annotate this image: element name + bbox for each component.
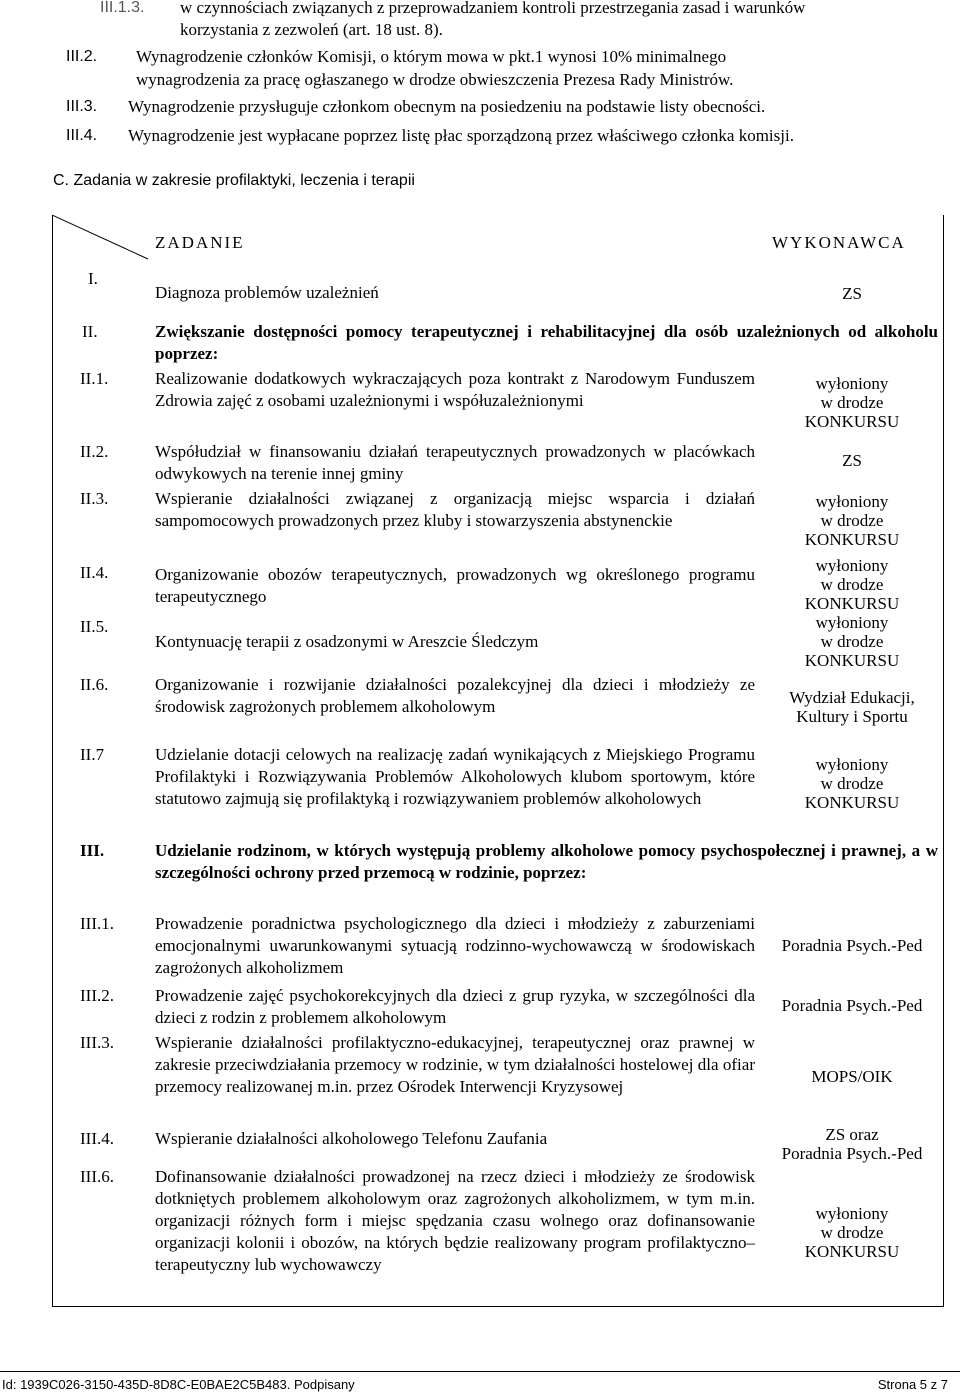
intro-num-3: III.3. <box>66 98 98 115</box>
header-diagonal-line <box>52 215 152 265</box>
intro-text-4: Wynagrodzenie jest wypłacane poprzez listę płac sporządzoną przez właściwego członka komisji. <box>128 126 794 145</box>
row-executor: wyłoniony w drodze KONKURSU <box>804 613 900 670</box>
row-executor: Wydział Edukacji, Kultury i Sportu <box>789 688 915 726</box>
footer-id: Id: 1939C026-3150-435D-8D8C-E0BAE2C5B483. Podpisany <box>2 1377 355 1392</box>
footer-rule <box>0 1371 960 1372</box>
row-text: Realizowanie dodatkowych wykraczających poza kontrakt z Narodowym Funduszem Zdrowia zajęć z osobami uzależnionymi i współuzależnionymi <box>155 369 755 410</box>
row-executor: wyłoniony w drodze KONKURSU <box>804 755 900 812</box>
row-text: Kontynuację terapii z osadzonymi w Areszcie Śledczym <box>155 632 539 651</box>
row-text: Współudział w finansowaniu działań terapeutycznych prowadzonych w placówkach odwykowych na terenie innej gminy <box>155 442 755 483</box>
row-num: II.1. <box>80 369 109 388</box>
footer-page: Strona 5 z 7 <box>877 1377 948 1392</box>
row-executor: ZS oraz Poradnia Psych.-Ped <box>781 1125 923 1163</box>
row-text: Wspieranie działalności alkoholowego Telefonu Zaufania <box>155 1129 548 1148</box>
row-text: Udzielanie dotacji celowych na realizację zadań wynikających z Miejskiego Programu Profilaktyki i Rozwiązywania Problemów Alkoholowych klubom sportowym, które statutowo zajmują się profilaktyką i rozwiązywaniem problemów alkoholowych <box>155 745 755 808</box>
intro-num-4: III.4. <box>66 127 98 144</box>
row-executor: wyłoniony w drodze KONKURSU <box>804 492 900 549</box>
intro-text-2: Wynagrodzenie członków Komisji, o którym mowa w pkt.1 wynosi 10% minimalnego <box>136 47 727 66</box>
row-executor: wyłoniony w drodze KONKURSU <box>804 556 900 613</box>
intro-num-2: III.2. <box>66 48 98 65</box>
row-text: Dofinansowanie działalności prowadzonej na rzecz dzieci i młodzieży ze środowisk dotkniętych problemem alkoholowym oraz zagrożonych alkoholizmem, w tym m.in. organizacji różnych form i miejsc spędzania czasu wolnego oraz dofinansowanie organizacji kolonii i obozów, na których będzie realizowany program profilaktyczno–terapeutyczny lub wychowawczy <box>155 1167 755 1274</box>
row-executor: wyłoniony w drodze KONKURSU <box>804 1204 900 1261</box>
intro-text-3: Wynagrodzenie przysługuje członkom obecnym na posiedzeniu na podstawie listy obecności. <box>128 97 766 116</box>
row-num: III.4. <box>80 1129 114 1148</box>
intro-text-1: w czynnościach związanych z przeprowadzaniem kontroli przestrzegania zasad i warunków <box>180 0 806 17</box>
section-title: C. Zadania w zakresie profilaktyki, leczenia i terapii <box>53 172 415 189</box>
row-num: II.3. <box>80 489 109 508</box>
row-num: II.5. <box>80 617 109 636</box>
row-num: III.3. <box>80 1033 114 1052</box>
row-text: Udzielanie rodzinom, w których występują problemy alkoholowe pomocy psychospołecznej i prawnej, a w szczególności ochrony przed przemocą w rodzinie, poprzez: <box>155 841 938 882</box>
row-num: III.2. <box>80 986 114 1005</box>
row-num: III. <box>80 841 105 860</box>
row-text: Prowadzenie poradnictwa psychologicznego dla dzieci i młodzieży z zaburzeniami emocjonalnymi uwarunkowanymi sytuacją rodzinno-wychowawczą w środowiskach zagrożonych alkoholizmem <box>155 914 755 977</box>
row-text: Organizowanie i rozwijanie działalności pozalekcyjnej dla dzieci i młodzieży ze środowisk zagrożonych problemem alkoholowym <box>155 675 755 716</box>
row-text: Wspieranie działalności związanej z organizacją miejsc wsparcia i działań sampomocowych prowadzonych przez kluby i stowarzyszenia abstynenckie <box>155 489 755 530</box>
row-num: II.6. <box>80 675 109 694</box>
row-text: Prowadzenie zajęć psychokorekcyjnych dla dzieci z grup ryzyka, w szczególności dla dzieci z rodzin z problemem alkoholowym <box>155 986 755 1027</box>
intro-text-1b: korzystania z zezwoleń (art. 18 ust. 8). <box>180 20 443 39</box>
row-text: Zwiększanie dostępności pomocy terapeutycznej i rehabilitacyjnej dla osób uzależnionych od alkoholu poprzez: <box>155 322 938 363</box>
row-num: II. <box>82 322 98 341</box>
row-text: Organizowanie obozów terapeutycznych, prowadzonych wg określonego programu terapeutycznego <box>155 565 755 606</box>
header-executor: WYKONAWCA <box>772 233 906 252</box>
header-task: ZADANIE <box>155 233 245 252</box>
row-executor: MOPS/OIK <box>811 1067 893 1086</box>
row-num: II.4. <box>80 563 109 582</box>
row-executor: Poradnia Psych.-Ped <box>781 936 923 955</box>
row-num: II.2. <box>80 442 109 461</box>
intro-num-1: III.1.3. <box>100 0 145 16</box>
row-executor: ZS <box>842 451 862 470</box>
row-executor: Poradnia Psych.-Ped <box>781 996 923 1015</box>
row-text: Diagnoza problemów uzależnień <box>155 283 379 302</box>
row-executor: wyłoniony w drodze KONKURSU <box>804 374 900 431</box>
row-num: II.7 <box>80 745 105 764</box>
row-num: III.6. <box>80 1167 114 1186</box>
intro-text-2b: wynagrodzenia za pracę ogłaszanego w drodze obwieszczenia Prezesa Rady Ministrów. <box>136 70 734 89</box>
row-num: I. <box>88 269 98 288</box>
row-executor: ZS <box>842 284 862 303</box>
row-text: Wspieranie działalności profilaktyczno-edukacyjnej, terapeutycznej oraz prawnej w zakresie przeciwdziałania przemocy w rodzinie, w tym działalności hostelowej dla ofiar przemocy realizowanej m.in. przez Ośrodek Interwencji Kryzysowej <box>155 1033 755 1096</box>
row-num: III.1. <box>80 914 114 933</box>
